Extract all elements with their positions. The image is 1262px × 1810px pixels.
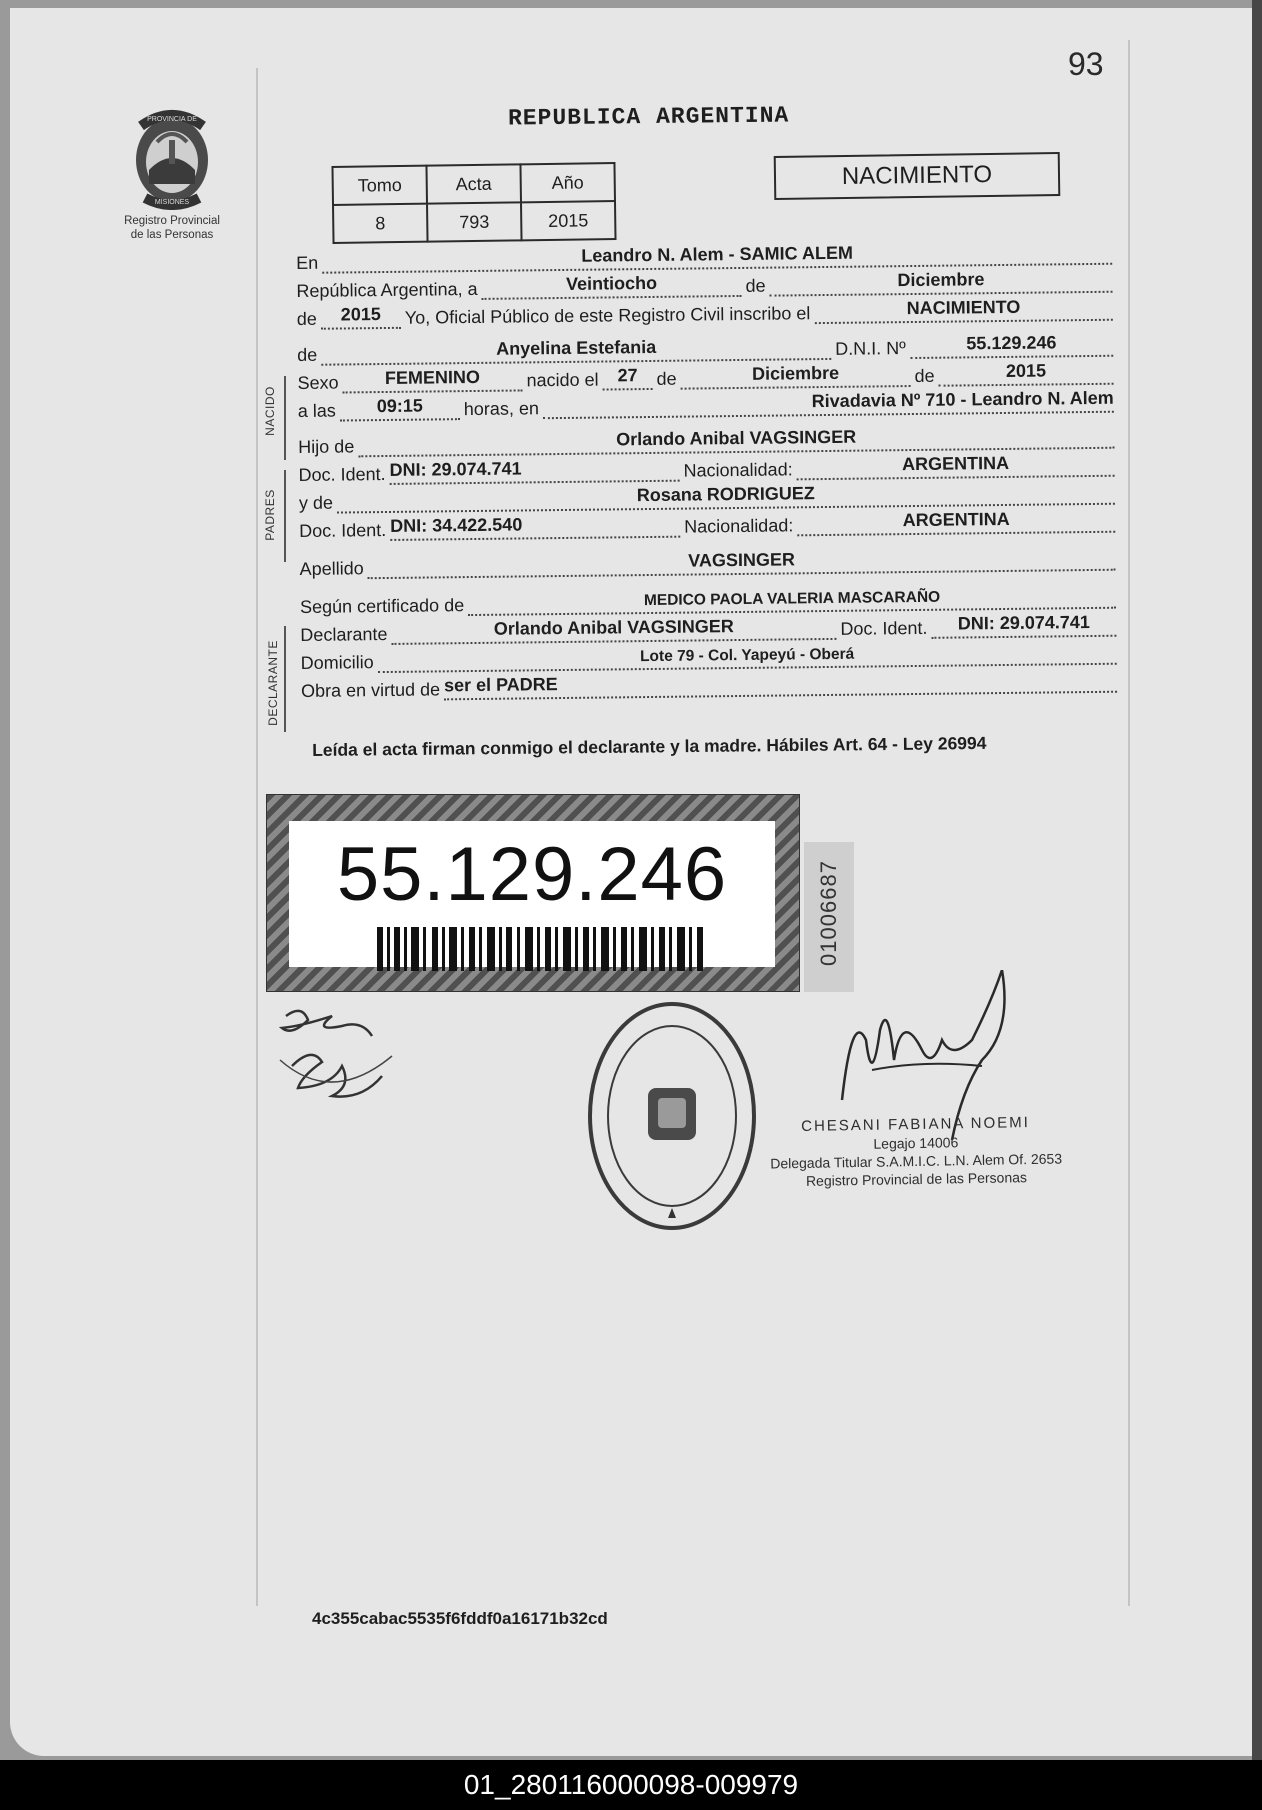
certificado-label: Según certificado de: [299, 595, 465, 617]
registration-month: Diciembre: [897, 269, 985, 291]
value-acta: 793: [427, 202, 522, 241]
registry-emblem: [112, 106, 232, 256]
birth-month: Diciembre: [751, 362, 840, 384]
child-name: Anyelina Estefania: [496, 336, 657, 359]
official-position: Delegada Titular S.A.M.I.C. L.N. Alem Of. 2653: [770, 1150, 1063, 1172]
official-registry: Registro Provincial de las Personas: [805, 1169, 1028, 1189]
declarante-field: [391, 616, 836, 645]
declarante-value: Orlando Anibal VAGSINGER: [493, 616, 734, 639]
side-label-declarante: DECLARANTE: [266, 640, 280, 726]
dni-field: [910, 333, 1114, 359]
registry-caption: [112, 214, 232, 242]
dni-label: D.N.I. Nº: [835, 338, 906, 359]
father-nationality: ARGENTINA: [901, 452, 1010, 475]
declarante-label: Declarante: [300, 623, 388, 645]
birth-day: 27: [617, 365, 638, 386]
emblem-top-text: PROVINCIA DE: [147, 116, 197, 123]
declarante-doc-label: Doc. Ident.: [840, 617, 928, 639]
header-tomo: Tomo: [332, 166, 427, 205]
sexo-label: Sexo: [297, 372, 339, 393]
official-stamp: [582, 996, 762, 1236]
father-nac-field: [796, 453, 1114, 481]
domicilio-label: Domicilio: [300, 652, 374, 673]
emblem-bottom-text: MISIONES: [154, 199, 190, 206]
footer-id: 01_280116000098-009979: [463, 1769, 799, 1800]
birth-month-field: [680, 363, 910, 390]
registry-caption-line-2: de las Personas: [130, 229, 214, 241]
child-sex: FEMENINO: [384, 366, 481, 388]
sexo-field: [342, 367, 522, 393]
value-ano: 2015: [521, 201, 616, 240]
day-field: [481, 273, 741, 300]
handwritten-initials: [272, 996, 402, 1116]
child-dni: 55.129.246: [966, 332, 1057, 354]
obra-label: Obra en virtud de: [300, 679, 441, 701]
declarante-doc-field: [931, 613, 1116, 639]
value-tomo: 8: [333, 204, 428, 243]
registration-year: 2015: [340, 304, 381, 325]
page-edge-shadow: [1252, 0, 1262, 1760]
republica-label: República Argentina, a: [296, 278, 478, 301]
declarante-doc: DNI: 29.074.741: [957, 612, 1090, 634]
domicilio-value: Lote 79 - Col. Yapeyú - Oberá: [639, 645, 855, 666]
left-margin-rule: [256, 68, 258, 1606]
hijo-de-label: Hijo de: [298, 436, 355, 457]
year-field: [321, 305, 401, 330]
mother-doc: DNI: 34.422.540: [390, 514, 523, 536]
table-value-row: [333, 201, 616, 243]
side-label-nacido: NACIDO: [263, 386, 277, 436]
birth-day-field: [602, 366, 652, 391]
apellido-value: VAGSINGER: [688, 549, 796, 571]
document-type-box: NACIMIENTO: [774, 152, 1061, 200]
registration-day: Veintiocho: [565, 272, 658, 294]
mother-nationality: ARGENTINA: [902, 508, 1010, 531]
padres-bracket: [284, 470, 286, 562]
mother-doc-label: Doc. Ident.: [299, 519, 387, 541]
header-ano: Año: [520, 163, 615, 202]
nacido-el-label: nacido el: [526, 369, 599, 391]
official-name: CHESANI FABIANA NOEMI: [801, 1114, 1031, 1135]
oficial-text: Yo, Oficial Público de este Registro Civil inscribo el: [404, 303, 811, 328]
dni-sticker-label: [289, 821, 775, 967]
en-label: En: [296, 252, 319, 273]
sticker-dni-number: 55.129.246: [336, 832, 728, 917]
birth-year-field: [938, 361, 1113, 387]
tomo-acta-ano-table: [331, 162, 616, 244]
barcode: [377, 927, 707, 971]
birth-time: 09:15: [376, 395, 423, 417]
birth-year: 2015: [1005, 360, 1047, 381]
apellido-label: Apellido: [299, 558, 364, 579]
time-field: [340, 396, 460, 421]
sticker-serial: 01006687: [816, 860, 841, 966]
nacido-de-label: de: [297, 344, 318, 365]
month-field: [769, 269, 1112, 297]
closing-statement: Leída el acta firman conmigo el declarante y la madre. Hábiles Art. 64 - Ley 26994: [312, 732, 987, 760]
father-doc-label: Doc. Ident.: [298, 463, 386, 485]
year-de-label: de: [296, 308, 317, 329]
side-label-padres: PADRES: [263, 489, 277, 541]
birth-de-label: de: [656, 368, 677, 389]
nacido-bracket: [284, 376, 286, 460]
mother-nac-field: [797, 509, 1115, 537]
header-acta: Acta: [426, 164, 521, 203]
obra-value: ser el PADRE: [443, 674, 558, 696]
page-number: 93: [1068, 46, 1104, 82]
declarante-bracket: [284, 626, 286, 732]
inscribo-value: NACIMIENTO: [906, 296, 1021, 319]
mother-nac-label: Nacionalidad:: [684, 515, 794, 537]
horas-label: horas, en: [463, 398, 540, 420]
right-margin-rule: [1128, 40, 1130, 1606]
birth-year-label: de: [914, 365, 935, 386]
a-las-label: a las: [297, 400, 336, 421]
place-of-registration: Leandro N. Alem - SAMIC ALEM: [581, 242, 854, 266]
footer-bar: [0, 1760, 1262, 1810]
table-header-row: [332, 163, 615, 205]
inscribo-field: [814, 297, 1113, 324]
certificado-value: MEDICO PAOLA VALERIA MASCARAÑO: [643, 588, 941, 610]
registry-caption-line-1: Registro Provincial: [124, 215, 220, 227]
official-block: [765, 1113, 1066, 1190]
y-de-label: y de: [298, 492, 334, 513]
mother-doc-field: [390, 514, 680, 541]
father-name: Orlando Anibal VAGSINGER: [616, 426, 857, 450]
official-legajo: Legajo 14006: [873, 1134, 959, 1152]
mother-name: Rosana RODRIGUEZ: [636, 483, 815, 506]
father-doc: DNI: 29.074.741: [389, 458, 522, 480]
document-hash: 4c355cabac5535f6fddf0a16171b32cd: [312, 1609, 608, 1628]
dni-sticker: [266, 794, 800, 992]
republic-title: REPUBLICA ARGENTINA: [507, 102, 790, 132]
father-nac-label: Nacionalidad:: [683, 459, 793, 481]
father-doc-field: [389, 458, 679, 485]
de-label: de: [745, 275, 766, 296]
birth-place: Rivadavia Nº 710 - Leandro N. Alem: [811, 387, 1114, 412]
province-emblem-icon: [127, 106, 217, 210]
